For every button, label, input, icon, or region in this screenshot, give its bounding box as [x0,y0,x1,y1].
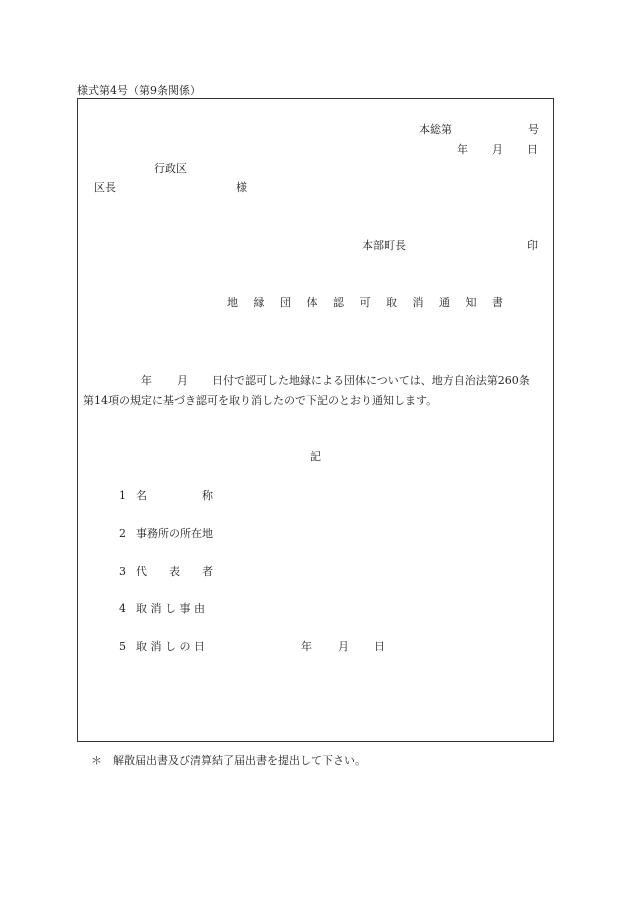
document-number-suffix: 号 [528,123,539,136]
header-day: 日 [527,143,538,156]
item-4-number: 4 [119,602,126,615]
item-3-number: 3 [119,565,126,578]
document-number-prefix: 本総第 [419,123,452,136]
item-5-day: 日 [374,640,385,653]
addressee-title: 区長 [94,181,116,194]
body-month: 月 [177,374,188,387]
body-year: 年 [141,374,152,387]
ki-heading: 記 [310,450,321,463]
item-2-label: 事務所の所在地 [136,527,213,540]
addressee-honorific: 様 [236,181,247,194]
sender-title: 本部町長 [362,239,406,252]
document-title: 地 縁 団 体 認 可 取 消 通 知 書 [227,296,509,309]
header-month: 月 [492,143,503,156]
footnote-mark: ＊ [91,754,102,767]
item-1-number: 1 [119,489,126,502]
item-1-label: 名 称 [136,489,213,502]
body-line-1: 日付で認可した地縁による団体については、地方自治法第260条 [212,374,530,387]
item-2-number: 2 [119,527,126,540]
form-label: 様式第4号（第9条関係） [77,84,201,97]
item-4-label: 取 消 し 事 由 [136,602,205,615]
item-3-label: 代 表 者 [136,565,213,578]
body-line-2: 第14項の規定に基づき認可を取り消したので下記のとおり通知します。 [83,394,438,407]
sender-seal: 印 [527,239,538,252]
footnote-text: 解散届出書及び清算結了届出書を提出して下さい。 [113,754,366,767]
addressee-district: 行政区 [154,162,187,175]
header-year: 年 [457,143,468,156]
item-5-month: 月 [338,640,349,653]
item-5-label: 取 消 し の 日 [136,640,205,653]
item-5-year: 年 [301,640,312,653]
item-5-number: 5 [119,640,126,653]
